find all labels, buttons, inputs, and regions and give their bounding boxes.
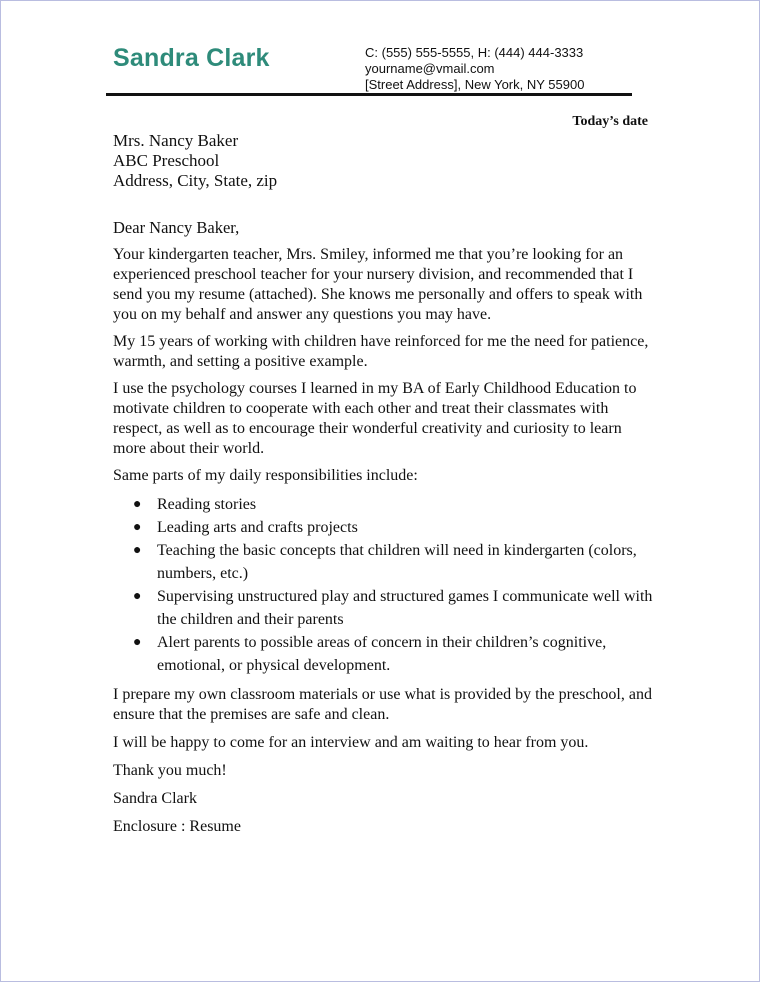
- list-item: ● Leading arts and crafts projects: [157, 516, 653, 539]
- paragraph: I use the psychology courses I learned in my BA of Early Childhood Education to motivate children to cooperate with each other and treat their classmates with respect, as well as to encourage their wonderful creativity and curiosity to learn more about their world.: [113, 380, 637, 457]
- contact-address: [Street Address], New York, NY 55900: [365, 77, 585, 92]
- contact-block: [365, 45, 584, 93]
- signature-name: Sandra Clark: [113, 790, 197, 807]
- recipient-company: ABC Preschool: [113, 151, 220, 170]
- recipient-address: Address, City, State, zip: [113, 171, 278, 190]
- sender-name: Sandra Clark: [113, 44, 270, 72]
- paragraph: Same parts of my daily responsibilities include:: [113, 467, 418, 484]
- closing-block: [113, 685, 653, 837]
- paragraph: I will be happy to come for an interview and am waiting to hear from you.: [113, 734, 589, 751]
- list-item: ● Supervising unstructured play and structured games I communicate well with the children and their parents: [157, 585, 653, 631]
- contact-email: yourname@vmail.com: [365, 61, 495, 76]
- bullet-icon: ●: [133, 589, 142, 604]
- paragraph: Your kindergarten teacher, Mrs. Smiley, informed me that you’re looking for an experienced preschool teacher for your nursery division, and recommended that I send you my resume (attached). She knows me personally and offers to speak with you on my behalf and answer any questions you may have.: [113, 246, 643, 323]
- bullet-icon: ●: [133, 635, 142, 650]
- bullet-icon: ●: [133, 520, 142, 535]
- letter-body: [113, 218, 653, 845]
- recipient-name: Mrs. Nancy Baker: [113, 131, 239, 150]
- enclosure-note: Enclosure : Resume: [113, 818, 241, 835]
- paragraph: I prepare my own classroom materials or use what is provided by the preschool, and ensure that the premises are safe and clean.: [113, 686, 652, 723]
- recipient-block: [113, 131, 277, 191]
- list-item: ● Teaching the basic concepts that children will need in kindergarten (colors, numbers, etc.): [157, 539, 653, 585]
- bullet-icon: ●: [133, 497, 142, 512]
- paragraph: My 15 years of working with children have reinforced for me the need for patience, warmth, and setting a positive example.: [113, 333, 649, 370]
- letter-date: Today’s date: [572, 114, 648, 129]
- list-item: ● Reading stories: [157, 493, 653, 516]
- header-divider: [106, 93, 632, 96]
- list-item: ● Alert parents to possible areas of concern in their children’s cognitive, emotional, or physical development.: [157, 631, 653, 677]
- greeting: Dear Nancy Baker,: [113, 218, 240, 237]
- sign-off: Thank you much!: [113, 762, 227, 779]
- contact-phone: C: (555) 555-5555, H: (444) 444-3333: [365, 45, 584, 60]
- duties-list: [113, 493, 653, 677]
- bullet-icon: ●: [133, 543, 142, 558]
